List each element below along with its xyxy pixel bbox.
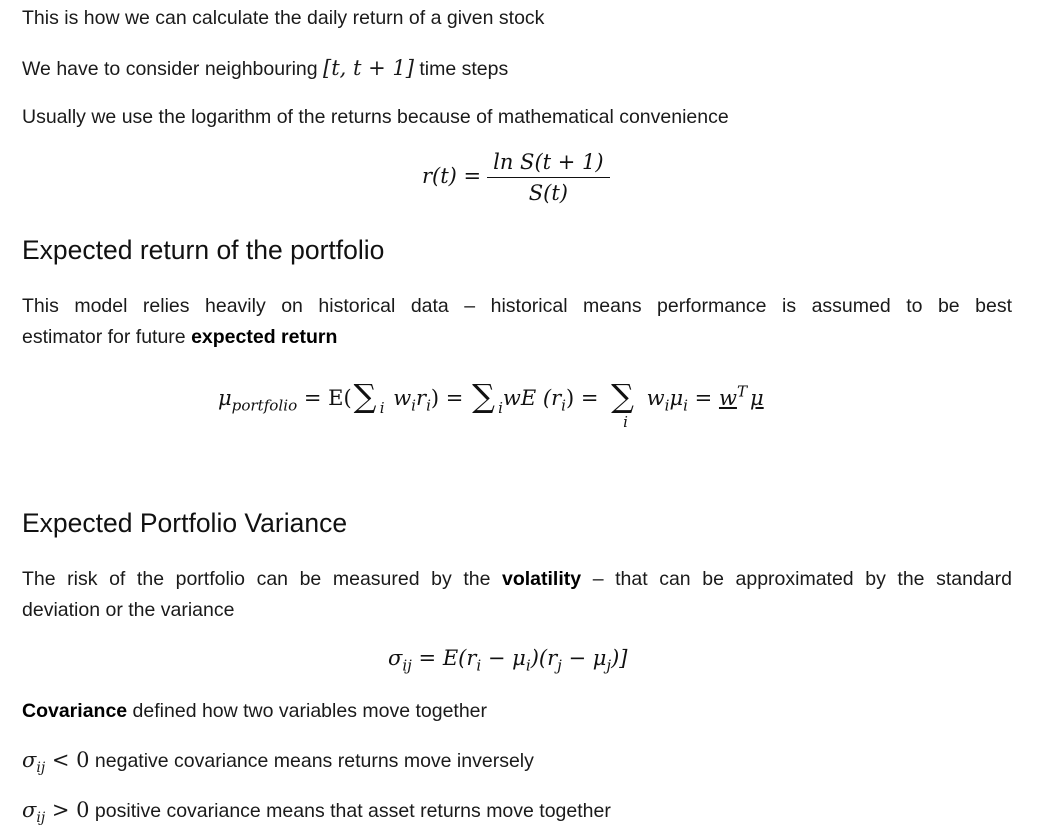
expected-return-term: expected return — [191, 326, 338, 348]
sigma-subscript: ij — [402, 656, 412, 675]
cov-part-d: − μ — [561, 646, 607, 670]
term-mu-sub: i — [683, 396, 688, 415]
pos-relation: > 0 — [45, 798, 90, 822]
paragraph-line-1: This model relies heavily on historical data – historical means performance is assumed to be best — [22, 295, 1012, 317]
heading-expected-return: Expected return of the portfolio — [22, 235, 385, 265]
mu-symbol: μ — [218, 386, 232, 410]
intro-line-2-text: We have to consider neighbouring — [22, 58, 324, 80]
log-return-equation — [422, 150, 610, 205]
sum-symbol: ∑ — [472, 376, 495, 415]
sum-3 — [611, 376, 634, 431]
paragraph-line-2-text: estimator for future — [22, 326, 192, 348]
transpose-marker: T — [736, 382, 748, 401]
equation-lhs: r(t) = — [422, 164, 482, 188]
fraction-denominator: S(t) — [528, 181, 568, 205]
term-wE: wE (r — [502, 386, 562, 410]
pos-sigma: σ — [22, 798, 37, 822]
vector-w: w — [718, 386, 737, 410]
term-r: r — [416, 386, 427, 410]
intro-line-2-suffix: time steps — [413, 58, 509, 80]
portfolio-return-equation — [218, 376, 764, 431]
neg-relation: < 0 — [45, 748, 90, 772]
covariance-definition-text: defined how two variables move together — [127, 700, 488, 722]
sum-index: i — [623, 412, 628, 431]
expected-return-paragraph — [22, 291, 1012, 353]
cov-sub-j2: j — [606, 656, 612, 675]
term-wE-sub: i — [561, 396, 566, 415]
cov-part-a: = E(r — [411, 646, 477, 670]
variance-line-2: deviation or the variance — [22, 599, 235, 621]
eq-part-3: ) = — [565, 386, 599, 410]
variance-line-1 — [22, 564, 1012, 595]
cov-sub-i1: i — [476, 656, 482, 675]
volatility-term: volatility — [502, 568, 582, 590]
cov-part-c: )(r — [530, 646, 558, 670]
time-interval-math: [t, t + 1] — [323, 56, 414, 80]
vector-mu: μ — [750, 386, 764, 410]
variance-line-1-suffix: – that can be approximated by the standard — [581, 568, 1012, 590]
eq-part-1: = E( — [303, 386, 352, 410]
covariance-equation — [388, 646, 628, 675]
negative-covariance-line — [22, 748, 534, 776]
eq-part-4: = — [694, 386, 713, 410]
cov-part-b: − μ — [481, 646, 526, 670]
term-r-sub: i — [426, 396, 431, 415]
return-fraction — [487, 150, 609, 205]
term-mu: μ — [669, 386, 684, 410]
eq-part-2: ) = — [430, 386, 464, 410]
sum-2 — [472, 376, 503, 422]
neg-cov-text: negative covariance means returns move inversely — [89, 750, 534, 772]
intro-line-3: Usually we use the logarithm of the returns because of mathematical convenience — [22, 106, 729, 128]
neg-sigma-sub: ij — [36, 759, 46, 776]
term-w-sub: i — [411, 396, 417, 415]
sum-1 — [353, 376, 385, 422]
neg-sigma: σ — [22, 748, 37, 772]
cov-part-e: )] — [611, 646, 628, 670]
mu-subscript: portfolio — [231, 396, 298, 415]
cov-sub-i2: i — [525, 656, 531, 675]
sum-symbol: ∑ — [353, 376, 377, 415]
term-w: w — [393, 386, 412, 410]
sum-index: i — [379, 398, 385, 417]
variance-paragraph — [22, 564, 1012, 626]
intro-line-1: This is how we can calculate the daily return of a given stock — [22, 7, 545, 29]
covariance-definition — [22, 699, 487, 723]
cov-sub-j1: j — [557, 656, 562, 675]
sum-index: i — [498, 398, 503, 417]
covariance-term: Covariance — [22, 700, 128, 722]
pos-sigma-sub: ij — [36, 809, 46, 826]
variance-line-1-text: The risk of the portfolio can be measured by the — [22, 568, 502, 590]
intro-line-2 — [22, 56, 508, 81]
fraction-numerator: ln S(t + 1) — [487, 150, 609, 178]
term-w2: w — [646, 386, 665, 410]
heading-portfolio-variance: Expected Portfolio Variance — [22, 508, 348, 538]
term-w2-sub: i — [664, 396, 670, 415]
positive-covariance-line — [22, 798, 611, 826]
sum-symbol: ∑ — [611, 376, 634, 415]
sigma-symbol: σ — [388, 646, 403, 670]
pos-cov-text: positive covariance means that asset returns move together — [89, 800, 611, 822]
paragraph-line-2 — [22, 322, 1012, 353]
